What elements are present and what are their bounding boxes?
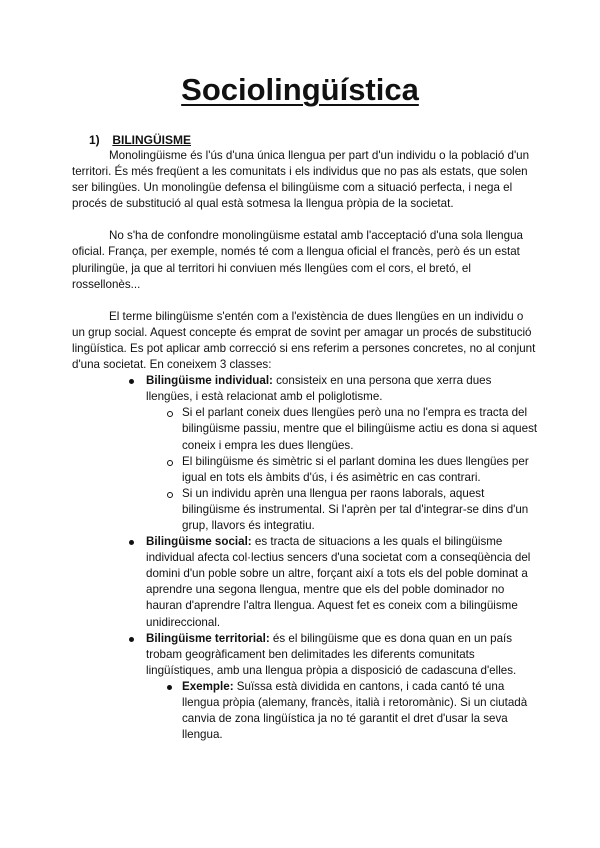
bullet-icon: [129, 379, 134, 384]
list-item: [72, 631, 538, 679]
list-item: [72, 405, 538, 453]
subitem-text: El bilingüisme és simètric si el parlant domina les dues llengües per igual en tots els àmbits d'ús, i és asimètric en cas contrari.: [182, 454, 529, 484]
paragraph-monolinguisme: Monolingüisme és l'ús d'una única llengua per part d'un individu o la població d'un territori. És més freqüent a les comunitats i els individus que no pas als estats, que solen ser bilingües. Un monolingüe defensa el bilingüisme com a situació perfecta, i nega el procés de substitució al qual està sotmesa la llengua pròpia de la societat.: [72, 149, 530, 211]
list-item: [72, 534, 538, 631]
example-text: Suïssa està dividida en cantons, i cada cantó té una llengua pròpia (alemany, francès, italià i retoromànic). Si un ciutadà canvia de zona lingüística ja no té garantit el dret d'usar la seva llengua.: [182, 679, 528, 742]
paragraph-bilinguisme: El terme bilingüisme s'entén com a l'existència de dues llengües en un individu o un grup social. Aquest concepte és emprat de sovint per amagar un procés de substitució lingüística. Es pot aplicar amb correcció si ens referim a persones concretes, no al conjunt d'una societat. En coneixem 3 classes:: [72, 309, 536, 372]
document-body: [72, 148, 538, 743]
example-label: Exemple:: [182, 679, 234, 693]
circle-bullet-icon: [167, 411, 173, 417]
term-text: consisteix en una persona que xerra dues llengües, i està relacionat amb el poliglotisme.: [146, 374, 492, 404]
term-text: és el bilingüisme que es dona quan en un país trobam geogràficament ben delimitades les diferents comunitats lingüístiques, amb una llengua pròpia a disposició de cadascuna d'elles.: [146, 631, 517, 677]
term-label: Bilingüisme social:: [146, 535, 252, 549]
term-text: es tracta de situacions a les quals el bilingüisme individual afecta col·lectius sencers d'una societat com a conseqüència del domini d'un poble sobre un altre, forçant així a tots els del poble dominat a aprendre una segona llengua, mentre que els del poble dominador no hauran d'aprendre l'altra llengua. Aquest fet es coneix com a bilingüisme unidireccional.: [146, 535, 531, 629]
bullet-icon: [167, 685, 172, 690]
circle-bullet-icon: [167, 460, 173, 466]
section-number: 1): [89, 133, 100, 147]
classes-list: [72, 373, 538, 743]
term-label: Bilingüisme individual:: [146, 374, 273, 388]
list-item: [72, 454, 538, 486]
section-title: BILINGÜISME: [112, 133, 192, 147]
list-item: [72, 373, 538, 405]
paragraph-monolinguisme-estatal: No s'ha de confondre monolingüisme estatal amb l'acceptació d'una sola llengua oficial. França, per exemple, només té com a llengua oficial el francès, però és un estat plurilingüe, ja que al territori hi conviuen més llengües com el cors, el bretó, el rossellonès...: [72, 229, 523, 291]
list-item: [72, 486, 538, 534]
section-heading: [89, 132, 191, 148]
bullet-icon: [129, 540, 134, 545]
circle-bullet-icon: [167, 492, 173, 498]
subitem-text: Si el parlant coneix dues llengües però una no l'empra es tracta del bilingüisme passiu, mentre que el bilingüisme actiu es dona si aquest coneix i empra les dues llengües.: [182, 406, 538, 452]
page-title: Sociolingüística: [181, 72, 419, 107]
list-item: [72, 679, 538, 743]
term-label: Bilingüisme territorial:: [146, 631, 270, 645]
bullet-icon: [129, 637, 134, 642]
subitem-text: Si un individu aprèn una llengua per raons laborals, aquest bilingüisme és instrumental. Si l'aprèn per tal d'integrar-se dins d'un grup, llavors és integratiu.: [182, 486, 529, 532]
